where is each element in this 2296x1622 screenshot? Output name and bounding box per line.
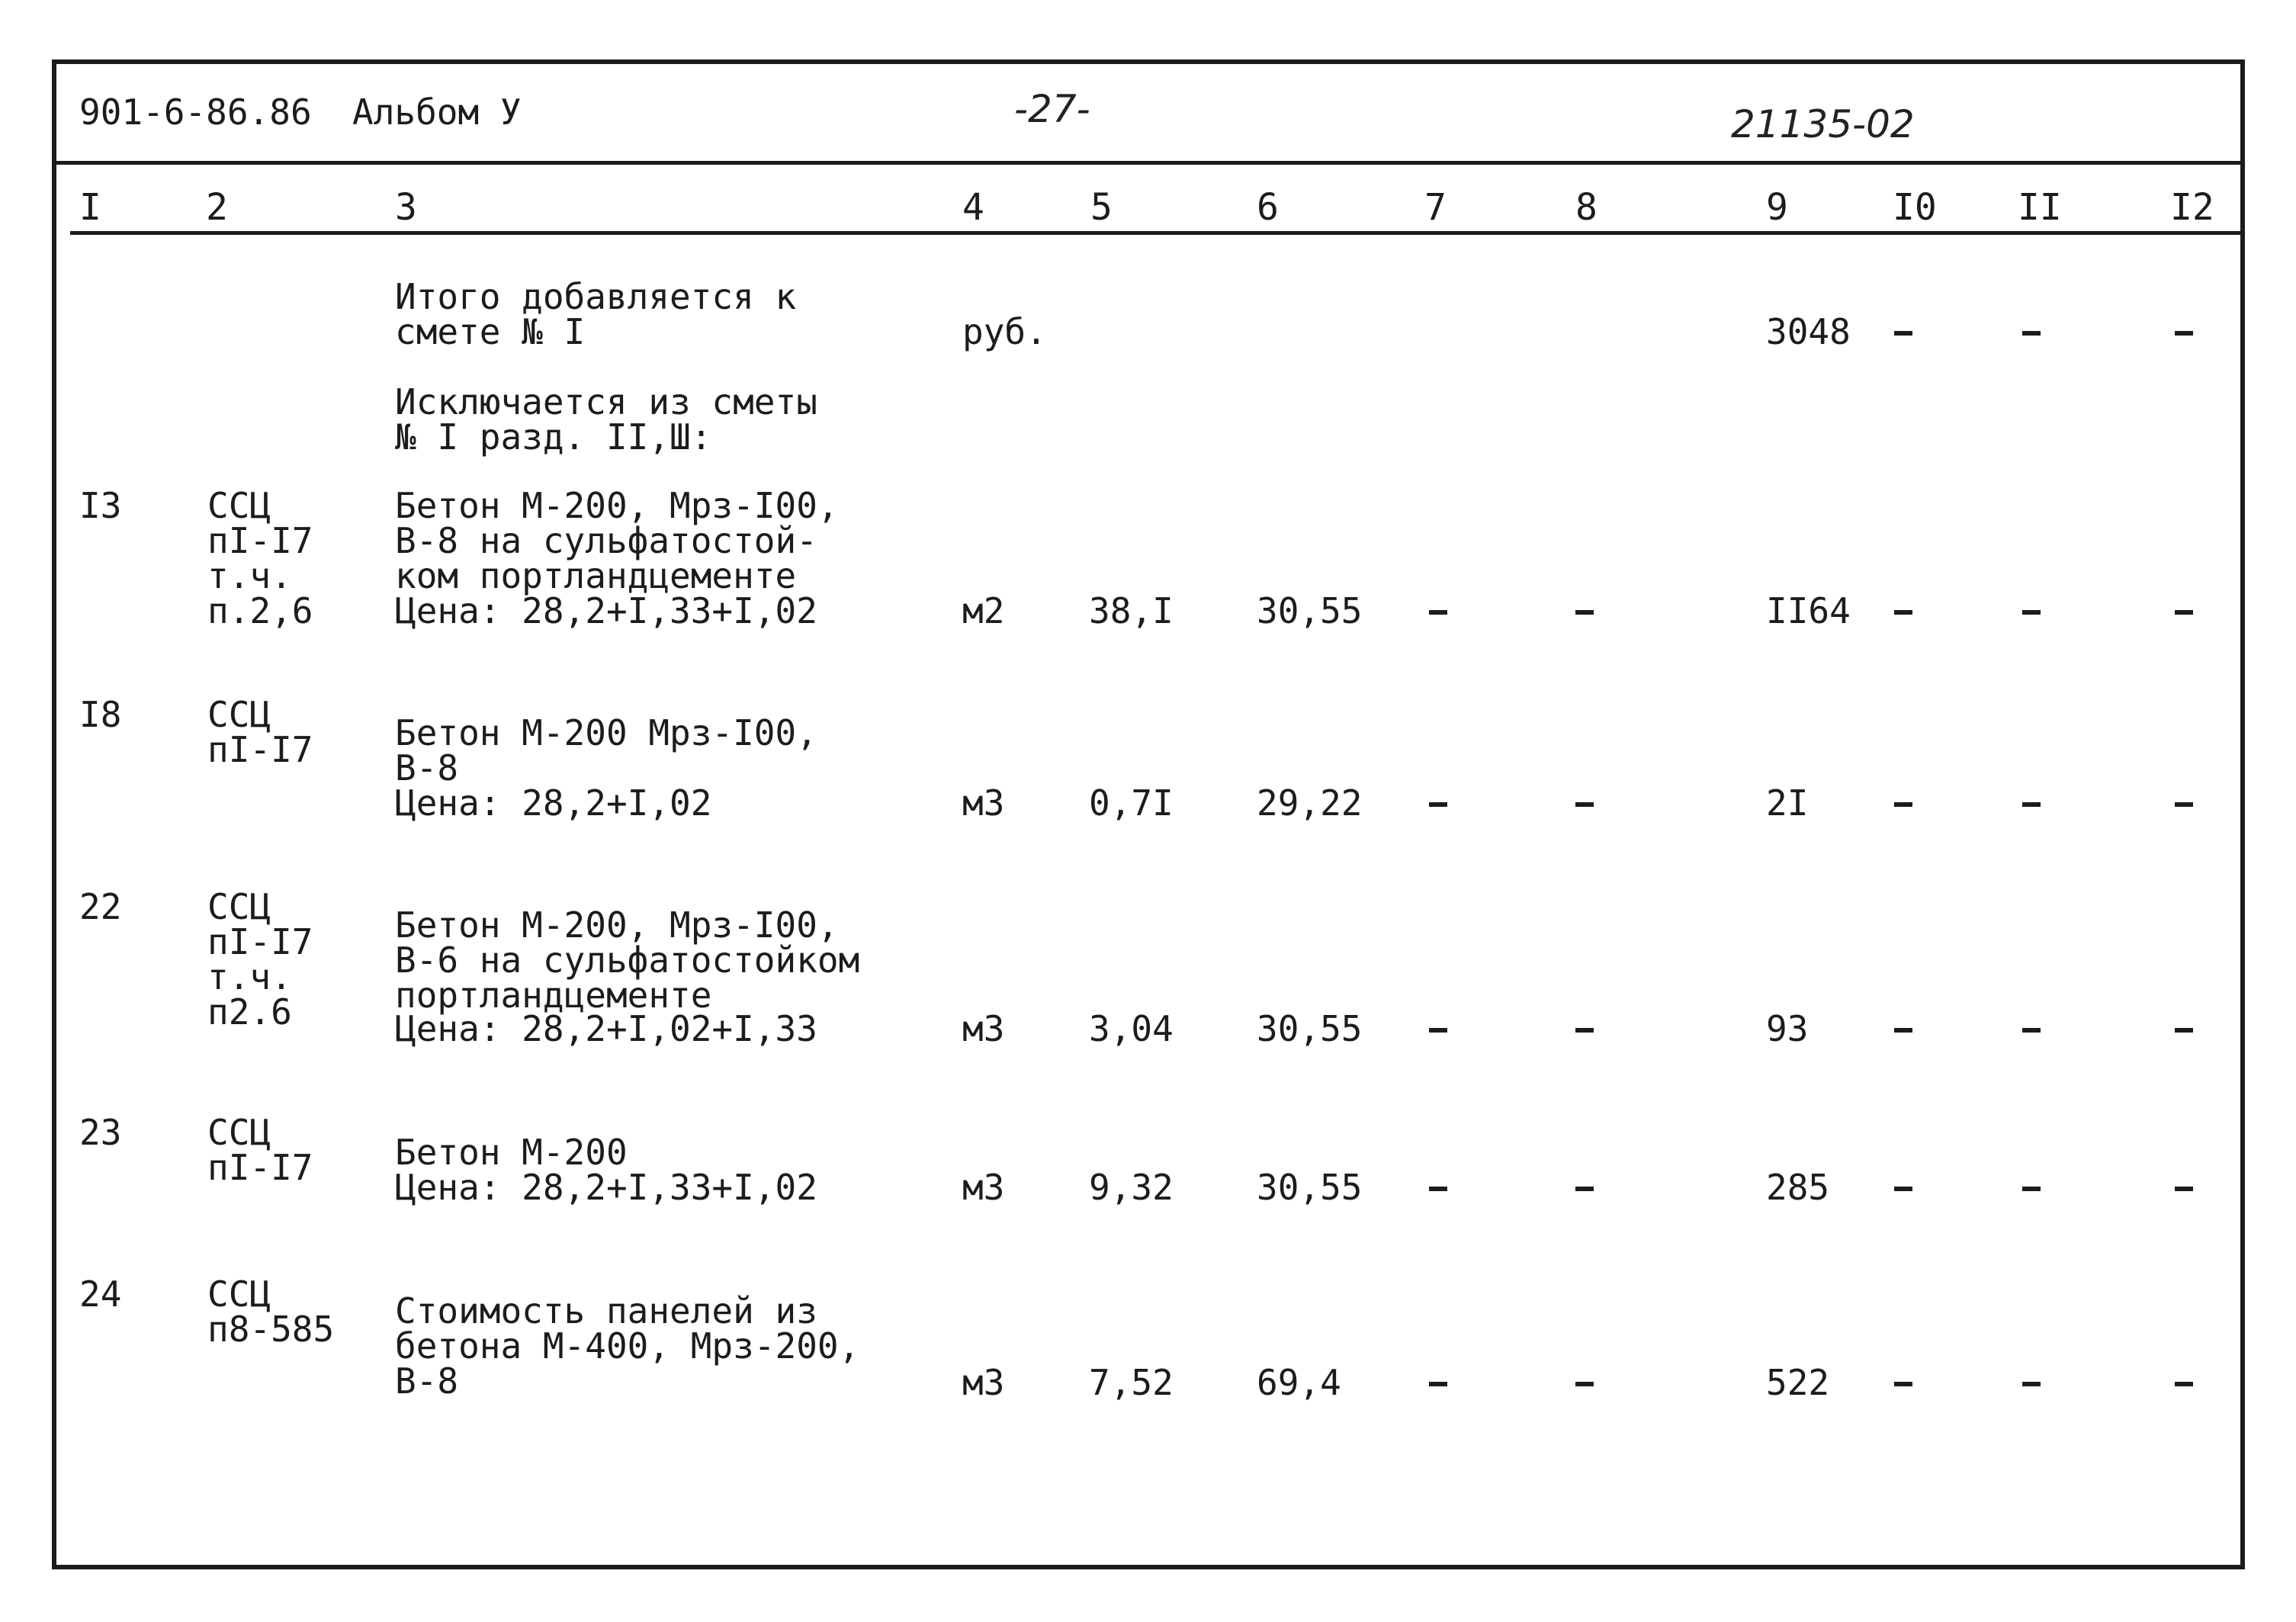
dash-c7 (1429, 1028, 1447, 1033)
column-header-5: 5 (1090, 186, 1113, 229)
dash-c10 (1894, 802, 1912, 807)
row-code-line: пI-I7 (207, 520, 313, 561)
row-price: 69,4 (1257, 1362, 1341, 1403)
row-description-line: бетона М-400, Мрз-200, (395, 1325, 860, 1367)
row-description-line: Цена: 28,2+I,33+I,02 (395, 590, 817, 631)
row-number: 24 (79, 1274, 122, 1315)
row-unit: м3 (962, 1008, 1005, 1049)
row-code-line: т.ч. (207, 555, 292, 596)
row-code-line: п2.6 (207, 991, 292, 1033)
row-description-line: № I разд. II,Ш: (395, 416, 712, 458)
column-header-4: 4 (962, 186, 984, 229)
row-description-line: Бетон М-200 (395, 1132, 628, 1173)
row-description-line: Бетон М-200 Мрз-I00, (395, 712, 817, 753)
header-rule (52, 161, 2245, 165)
row-price: 30,55 (1257, 1167, 1363, 1208)
row-code-line: пI-I7 (207, 1147, 313, 1188)
row-total: 3048 (1766, 311, 1851, 352)
row-number: I8 (79, 694, 122, 735)
row-description-line: Итого добавляется к (395, 276, 797, 317)
dash-c8 (1575, 1187, 1594, 1191)
row-code-line: ССЦ (207, 1274, 271, 1315)
dash-c7 (1429, 1382, 1447, 1386)
dash-c7 (1429, 802, 1447, 807)
row-code-line: ССЦ (207, 1112, 271, 1153)
column-header-7: 7 (1424, 186, 1447, 229)
row-quantity: 3,04 (1089, 1008, 1174, 1049)
dash-c12 (2175, 1028, 2193, 1033)
row-number: I3 (79, 485, 122, 526)
row-description-line: ком портландцементе (395, 555, 797, 596)
dash-c10 (1894, 1382, 1912, 1386)
row-total: 93 (1766, 1008, 1809, 1049)
row-code-line: п.2,6 (207, 590, 313, 631)
dash-c11 (2022, 1382, 2041, 1386)
row-unit: м3 (962, 1167, 1005, 1208)
row-total: 2I (1766, 782, 1809, 824)
dash-c8 (1575, 1382, 1594, 1386)
row-total: 285 (1766, 1167, 1830, 1208)
row-description-line: Стоимость панелей из (395, 1290, 817, 1331)
column-header-2: 2 (206, 186, 228, 229)
dash-c11 (2022, 1028, 2041, 1033)
dash-c8 (1575, 610, 1594, 615)
dash-c12 (2175, 802, 2193, 807)
column-header-rule (70, 231, 2245, 235)
column-header-10: I0 (1893, 186, 1937, 229)
row-description-line: Исключается из сметы (395, 381, 817, 422)
dash-c7 (1429, 610, 1447, 615)
inventory-number: 21135-02 (1731, 102, 1915, 146)
dash-c8 (1575, 802, 1594, 807)
column-header-8: 8 (1575, 186, 1598, 229)
row-unit: м2 (962, 590, 1005, 631)
row-quantity: 7,52 (1089, 1362, 1174, 1403)
doc-code: 901-6-86.86 (79, 92, 312, 133)
dash-c12 (2175, 1382, 2193, 1386)
dash-c11 (2022, 1187, 2041, 1191)
row-code-line: пI-I7 (207, 729, 313, 770)
row-price: 30,55 (1257, 590, 1363, 631)
column-header-9: 9 (1766, 186, 1788, 229)
dash-c11 (2022, 802, 2041, 807)
dash-c7 (1429, 1187, 1447, 1191)
dash-c10 (1894, 331, 1912, 336)
row-price: 30,55 (1257, 1008, 1363, 1049)
dash-c10 (1894, 1187, 1912, 1191)
dash-c11 (2022, 331, 2041, 336)
page-number: -27- (1014, 87, 1090, 131)
row-total: 522 (1766, 1362, 1830, 1403)
row-code-line: пI-I7 (207, 921, 313, 962)
column-header-12: I2 (2170, 186, 2214, 229)
dash-c10 (1894, 610, 1912, 615)
column-header-3: 3 (395, 186, 417, 229)
album-label: Альбом У (352, 92, 522, 133)
row-unit: м3 (962, 782, 1005, 824)
row-number: 23 (79, 1112, 122, 1153)
row-code-line: ССЦ (207, 485, 271, 526)
row-description-line: Цена: 28,2+I,02+I,33 (395, 1008, 817, 1049)
row-description-line: В-8 (395, 747, 459, 789)
row-code-line: т.ч. (207, 956, 292, 997)
row-description-line: портландцементе (395, 975, 712, 1016)
dash-c11 (2022, 610, 2041, 615)
dash-c8 (1575, 1028, 1594, 1033)
row-total: II64 (1766, 590, 1851, 631)
row-description-line: В-6 на сульфатостойком (395, 939, 860, 981)
dash-c12 (2175, 610, 2193, 615)
column-header-1: I (79, 186, 101, 229)
row-description-line: Бетон М-200, Мрз-I00, (395, 485, 839, 526)
dash-c12 (2175, 1187, 2193, 1191)
row-description-line: Бетон М-200, Мрз-I00, (395, 904, 839, 946)
row-quantity: 9,32 (1089, 1167, 1174, 1208)
row-description-line: смете № I (395, 311, 586, 352)
row-code-line: ССЦ (207, 694, 271, 735)
column-header-11: II (2018, 186, 2062, 229)
dash-c12 (2175, 331, 2193, 336)
row-unit: руб. (962, 311, 1047, 352)
row-description-line: Цена: 28,2+I,33+I,02 (395, 1167, 817, 1208)
row-description-line: В-8 (395, 1360, 459, 1402)
row-quantity: 38,I (1089, 590, 1174, 631)
row-description-line: В-8 на сульфатостой- (395, 520, 817, 561)
row-description-line: Цена: 28,2+I,02 (395, 782, 712, 824)
row-number: 22 (79, 886, 122, 927)
row-code-line: п8-585 (207, 1309, 335, 1350)
column-header-6: 6 (1257, 186, 1279, 229)
row-code-line: ССЦ (207, 886, 271, 927)
row-unit: м3 (962, 1362, 1005, 1403)
row-quantity: 0,7I (1089, 782, 1174, 824)
dash-c10 (1894, 1028, 1912, 1033)
row-price: 29,22 (1257, 782, 1363, 824)
